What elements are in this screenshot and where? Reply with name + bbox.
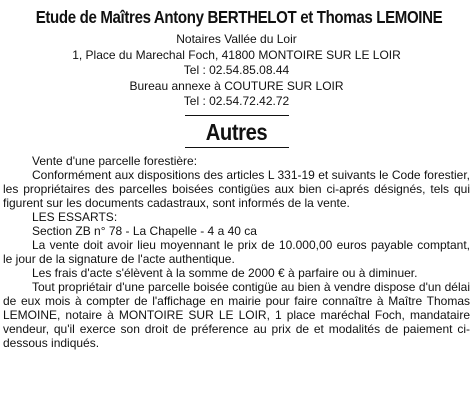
notice-body <box>3 154 470 350</box>
contact-line-annex: Bureau annexe à COUTURE SUR LOIR <box>129 78 344 93</box>
body-paragraph-fees: Les frais d'acte s'élèvent à la somme de 2000 € à parfaire ou à diminuer. <box>32 265 418 280</box>
contact-line-phone: Tel : 02.54.85.08.44 <box>183 63 290 77</box>
contact-line-office: Notaires Vallée du Loir <box>176 32 297 46</box>
contact-block <box>3 32 470 110</box>
top-divider <box>185 115 289 116</box>
section-title: Autres <box>205 118 268 145</box>
body-paragraph-parcel: Section ZB n° 78 - La Chapelle - 4 a 40 ca <box>32 223 257 238</box>
body-paragraph-location: LES ESSARTS: <box>32 209 118 224</box>
firm-title: Etude de Maîtres Antony BERTHELOT et Thomas LEMOINE <box>35 7 443 27</box>
body-paragraph-price: La vente doit avoir lieu moyennant le prix de 10.000,00 euros payable comptant, le jour de la signature de l'acte authentique. <box>3 237 470 266</box>
body-paragraph-legal-basis: Conformément aux dispositions des articles L 331-19 et suivants le Code forestier, les propriétaires des parcelles boisées contigües aux bien ci-aprés désignés, tels qui figurent sur les documents cadastraux, sont informés de la vente. <box>3 167 470 210</box>
contact-line-address: 1, Place du Marechal Foch, 41800 MONTOIRE SUR LE LOIR <box>72 47 401 62</box>
body-paragraph-intro: Vente d'une parcelle forestière: <box>32 153 198 168</box>
contact-line-annex-phone: Tel : 02.54.72.42.72 <box>183 94 290 108</box>
bottom-divider <box>185 147 289 148</box>
body-paragraph-preemption: Tout propriétair d'une parcelle boisée contigüe au bien à vendre dispose d'un délai de eux mois à compter de l'affichage en mairie pour faire connaître à Maître Thomas LEMOINE, notaire à MONTOIRE SUR LE LOIR, 1 place maréchal Foch, mandataire vendeur, qu'il exerce son droit de préference au prix de et modalités de paiement ci-dessous indiqués. <box>3 279 470 350</box>
